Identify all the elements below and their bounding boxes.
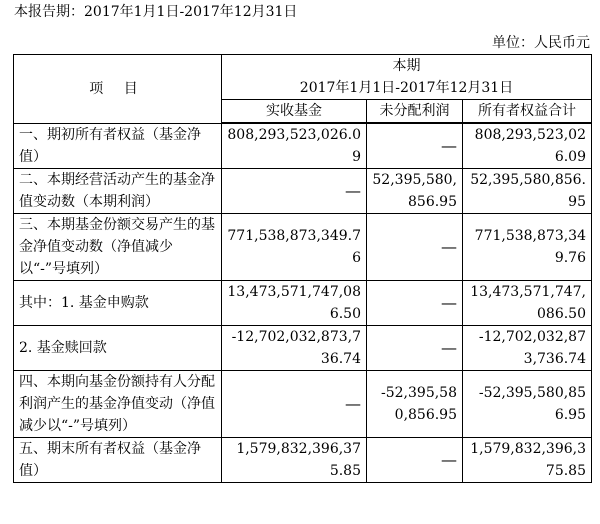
- paid-in-value: —: [222, 169, 367, 214]
- table-row: [14, 214, 592, 281]
- period-header: [222, 55, 592, 100]
- paid-in-value: 13,473,571,747,086.50: [222, 281, 367, 326]
- report-period: 本报告期：2017年1月1日-2017年12月31日: [14, 4, 298, 20]
- equity-change-table: [13, 54, 592, 483]
- total-value: -52,395,580,856.95: [463, 371, 592, 438]
- header-row-period: [14, 55, 592, 100]
- undistributed-value: —: [367, 438, 463, 483]
- undistributed-value: 52,395,580,856.95: [367, 169, 463, 214]
- column-header-paid-in: 实收基金: [222, 100, 367, 123]
- item-column-header: 项 目: [14, 55, 222, 124]
- total-value: -12,702,032,873,736.74: [463, 326, 592, 371]
- table-row: [14, 281, 592, 326]
- paid-in-value: -12,702,032,873,736.74: [222, 326, 367, 371]
- table-row: [14, 169, 592, 214]
- total-value: 13,473,571,747,086.50: [463, 281, 592, 326]
- paid-in-value: 771,538,873,349.76: [222, 214, 367, 281]
- undistributed-value: —: [367, 326, 463, 371]
- table-row: [14, 326, 592, 371]
- column-header-total: 所有者权益合计: [463, 100, 592, 123]
- period-label: 本期: [392, 58, 421, 74]
- undistributed-value: —: [367, 214, 463, 281]
- row-label: 三、本期基金份额交易产生的基金净值变动数（净值减少以“-”号填列）: [14, 214, 222, 281]
- period-range: 2017年1月1日-2017年12月31日: [299, 80, 514, 96]
- undistributed-value: —: [367, 281, 463, 326]
- total-value: 771,538,873,349.76: [463, 214, 592, 281]
- table-row: [14, 371, 592, 438]
- column-header-undistributed: 未分配利润: [367, 100, 463, 123]
- paid-in-value: 1,579,832,396,375.85: [222, 438, 367, 483]
- total-value: 52,395,580,856.95: [463, 169, 592, 214]
- row-label: 2. 基金赎回款: [14, 326, 222, 371]
- table-row: [14, 124, 592, 169]
- undistributed-value: —: [367, 124, 463, 169]
- total-value: 808,293,523,026.09: [463, 124, 592, 169]
- paid-in-value: 808,293,523,026.09: [222, 124, 367, 169]
- table-row: [14, 438, 592, 483]
- row-label: 四、本期向基金份额持有人分配利润产生的基金净值变动（净值减少以“-”号填列）: [14, 371, 222, 438]
- undistributed-value: -52,395,580,856.95: [367, 371, 463, 438]
- row-label: 五、期末所有者权益（基金净值）: [14, 438, 222, 483]
- row-label: 其中：1. 基金申购款: [14, 281, 222, 326]
- row-label: 二、本期经营活动产生的基金净值变动数（本期利润）: [14, 169, 222, 214]
- currency-unit: 单位：人民币元: [492, 35, 590, 51]
- total-value: 1,579,832,396,375.85: [463, 438, 592, 483]
- paid-in-value: —: [222, 371, 367, 438]
- row-label: 一、期初所有者权益（基金净值）: [14, 124, 222, 169]
